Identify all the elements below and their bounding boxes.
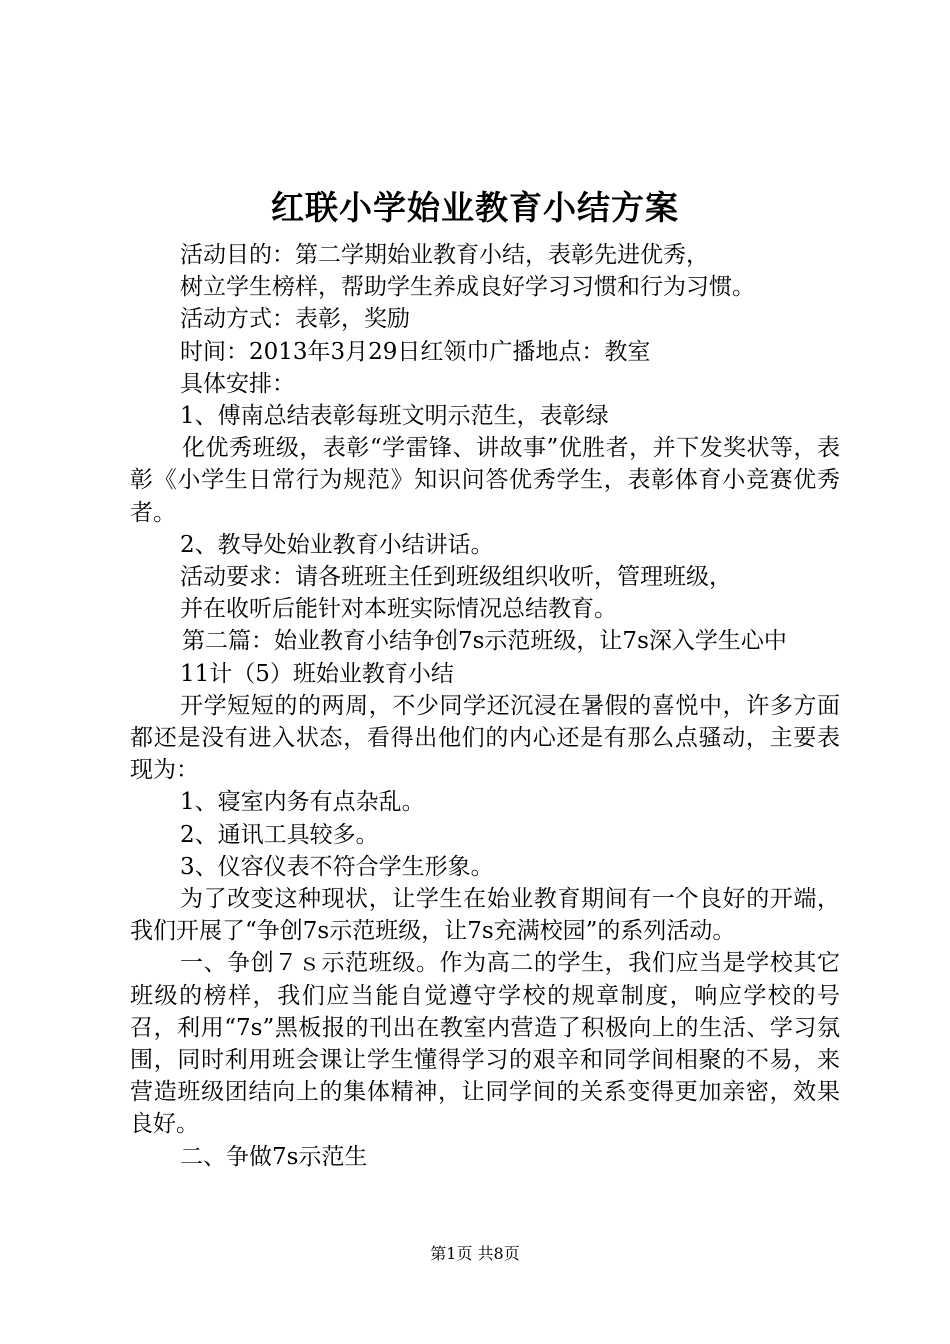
paragraph-item-1-continued: 化优秀班级，表彰“学雷锋、讲故事”优胜者，并下发奖状等，表彰《小学生日常行为规范》知识问答优秀学生，表彰体育小竞赛优秀者。 (130, 435, 840, 526)
paragraph-opening: 开学短短的的两周，不少同学还沉浸在暑假的喜悦中，许多方面都还是没有进入状态，看得出他们的内心还是有那么点骚动，主要表现为： (130, 692, 840, 784)
page-footer: 第1页 共8页 (430, 1244, 520, 1263)
paragraph-class-summary-title: 11计（5）班始业教育小结 (180, 660, 454, 687)
paragraph-arrangement: 具体安排： (180, 370, 295, 397)
document-body (130, 239, 840, 1173)
paragraph-item-1: 1、傅南总结表彰每班文明示范生，表彰绿 (180, 403, 609, 430)
paragraph-purpose-1: 活动目的：第二学期始业教育小结，表彰先进优秀， (180, 242, 709, 268)
paragraph-issue-2: 2、通讯工具较多。 (180, 821, 379, 848)
paragraph-section-one: 一、争创７ｓ示范班级。作为高二的学生，我们应当是学校其它班级的榜样，我们应当能自觉遵守学校的规章制度，响应学校的号召，利用“7s”黑板报的刊出在教室内营造了积极向上的生活、学习氛围，同时利用班会课让学生懂得学习的艰辛和同学间相聚的不易，来营造班级团结向上的集体精神，让同学间的关系变得更加亲密，效果良好。 (130, 950, 840, 1138)
paragraph-requirement-1: 活动要求：请各班班主任到班级组织收听，管理班级， (180, 564, 732, 591)
document-title: 红联小学始业教育小结方案 (271, 188, 679, 227)
paragraph-issue-1: 1、寝室内务有点杂乱。 (180, 789, 425, 816)
paragraph-issue-3: 3、仪容仪表不符合学生形象。 (180, 853, 494, 880)
paragraph-requirement-2: 并在收听后能针对本班实际情况总结教育。 (180, 596, 617, 623)
paragraph-method: 活动方式：表彰，奖励 (180, 306, 410, 333)
paragraph-item-2: 2、教导处始业教育小结讲话。 (180, 531, 494, 558)
paragraph-section-two-heading: 第二篇：始业教育小结争创7s示范班级，让7s深入学生心中 (182, 628, 787, 655)
paragraph-time-place: 时间：2013年3月29日红领巾广播地点：教室 (180, 338, 651, 365)
paragraph-activity-intro: 为了改变这种现状，让学生在始业教育期间有一个良好的开端，我们开展了“争创7s示范班级，让7s充满校园”的系列活动。 (130, 886, 840, 945)
paragraph-section-two: 二、争做7s示范生 (180, 1143, 368, 1170)
paragraph-purpose-2: 树立学生榜样，帮助学生养成良好学习习惯和行为习惯。 (180, 274, 755, 301)
